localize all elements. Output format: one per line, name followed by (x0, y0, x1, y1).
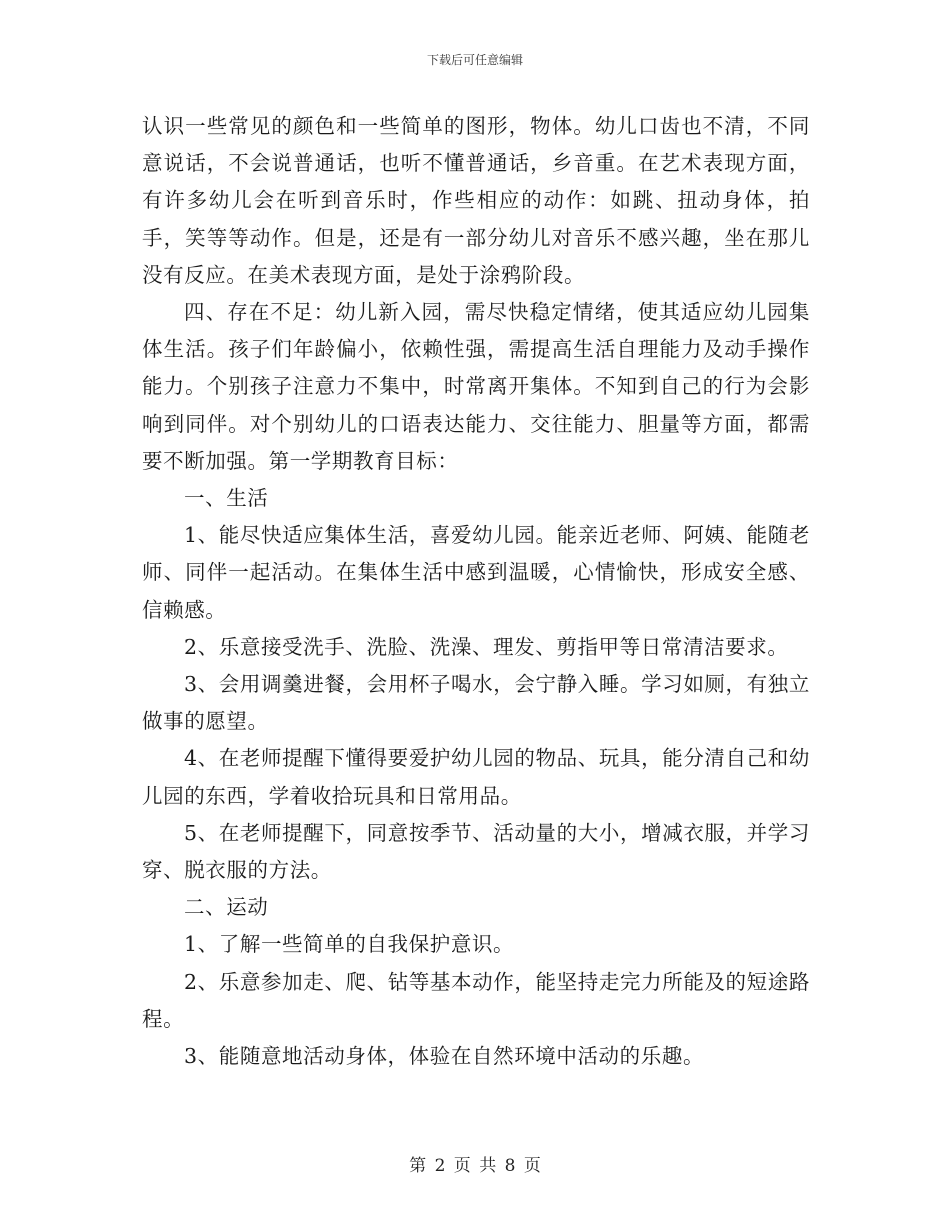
list-item-sport-2: 2、乐意参加走、爬、钻等基本动作，能坚持走完力所能及的短途路程。 (142, 969, 810, 1031)
list-item-sport-3: 3、能随意地活动身体，体验在自然环境中活动的乐趣。 (184, 1044, 705, 1069)
paragraph-1: 认识一些常见的颜色和一些简单的图形，物体。幼儿口齿也不清，不同意说话，不会说普通话，也听不懂普通话，乡音重。在艺术表现方面，有许多幼儿会在听到音乐时，作些相应的动作：如跳、扭动身体，拍手，笑等等动作。但是，还是有一部分幼儿对音乐不感兴趣，坐在那儿没有反应。在美术表现方面，是处于涂鸦阶段。 (142, 114, 810, 287)
list-item-life-3: 3、会用调羹进餐，会用杯子喝水，会宁静入睡。学习如厕，有独立做事的愿望。 (142, 672, 810, 734)
section-heading-sport: 二、运动 (184, 895, 269, 920)
page-header: 下载后可任意编辑 (426, 53, 523, 67)
page-footer: 第 2 页 共 8 页 (409, 1156, 541, 1176)
list-item-life-1: 1、能尽快适应集体生活，喜爱幼儿园。能亲近老师、阿姨、能随老师、同伴一起活动。在集体生活中感到温暖，心情愉快，形成安全感、信赖感。 (142, 523, 810, 622)
document-body (142, 108, 810, 1075)
list-item-life-5: 5、在老师提醒下，同意按季节、活动量的大小，增减衣服，并学习穿、脱衣服的方法。 (142, 820, 810, 883)
list-item-sport-1: 1、了解一些简单的自我保护意识。 (184, 932, 515, 957)
paragraph-2: 四、存在不足：幼儿新入园，需尽快稳定情绪，使其适应幼儿园集体生活。孩子们年龄偏小，依赖性强，需提高生活自理能力及动手操作能力。个别孩子注意力不集中，时常离开集体。不知到自己的行为会影响到同伴。对个别幼儿的口语表达能力、交往能力、胆量等方面，都需要不断加强。第一学期教育目标： (142, 300, 810, 473)
list-item-life-4: 4、在老师提醒下懂得要爱护幼儿园的物品、玩具，能分清自己和幼儿园的东西，学着收拾玩具和日常用品。 (142, 746, 810, 808)
section-heading-life: 一、生活 (184, 486, 269, 511)
list-item-life-2: 2、乐意接受洗手、洗脸、洗澡、理发、剪指甲等日常清洁要求。 (184, 634, 789, 659)
